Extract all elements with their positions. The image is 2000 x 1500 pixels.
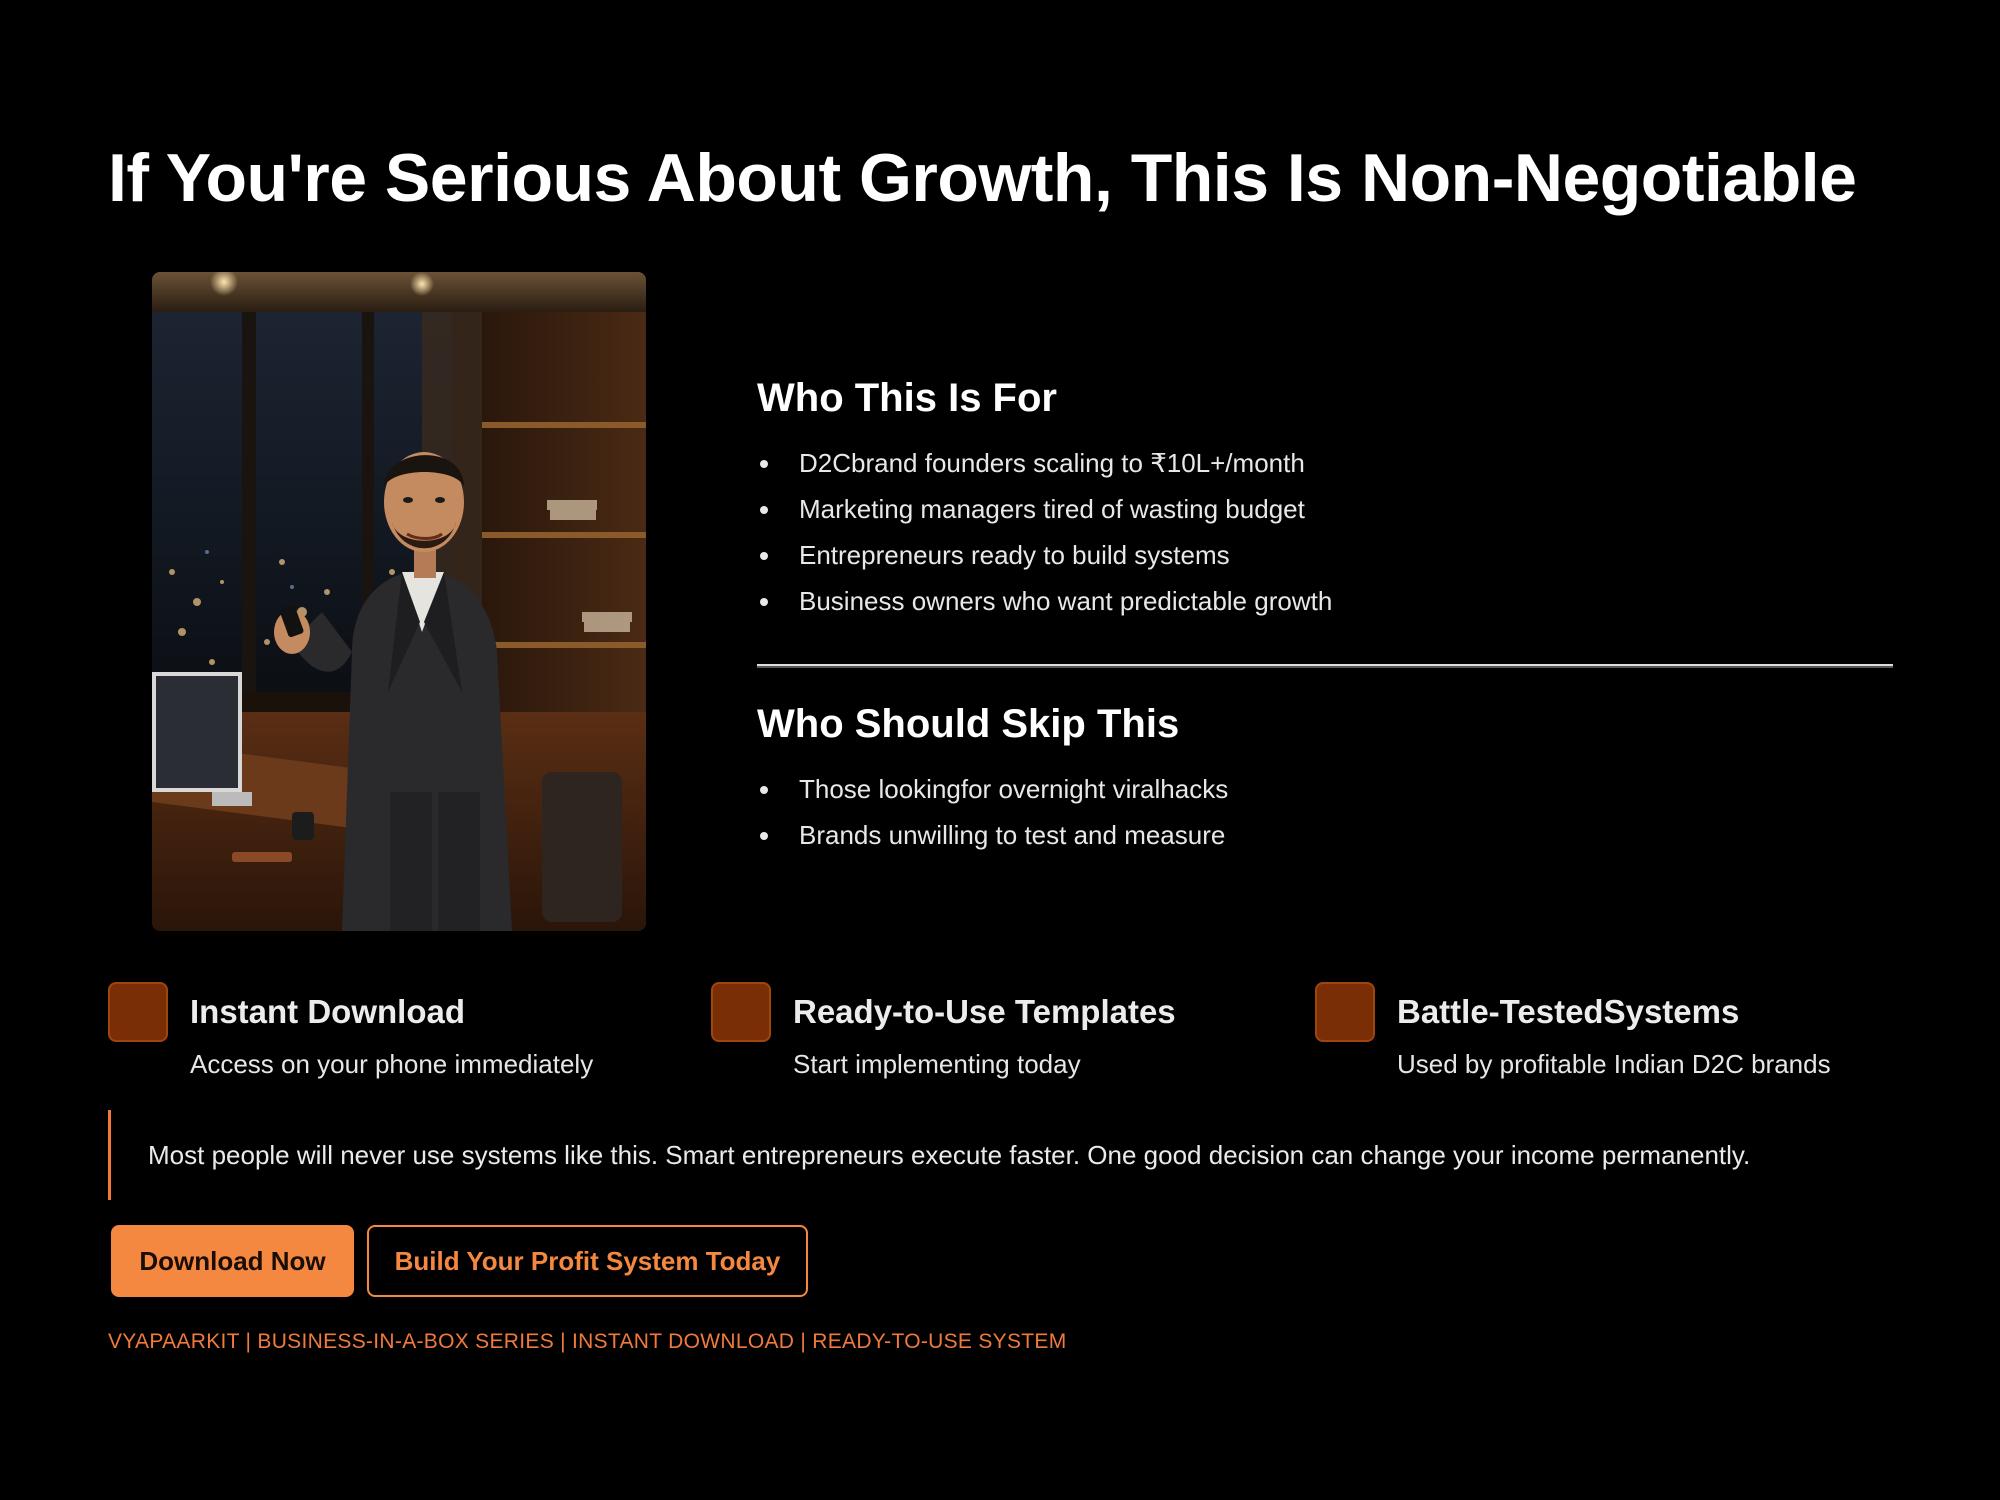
feature-square-icon <box>108 982 168 1042</box>
list-item: Business owners who want predictable growth <box>757 578 1893 624</box>
feature-title: Ready-to-Use Templates <box>793 993 1176 1030</box>
office-portrait-image <box>152 272 646 931</box>
who-skip-title: Who Should Skip This <box>757 702 1180 746</box>
feature-title: Instant Download <box>190 993 465 1030</box>
quote-text: Most people will never use systems like this. Smart entrepreneurs execute faster. One good decision can change your income permanently. <box>148 1140 1751 1170</box>
list-item: Marketing managers tired of wasting budget <box>757 486 1893 532</box>
who-for-title: Who This Is For <box>757 376 1057 420</box>
feature-title: Battle-TestedSystems <box>1397 993 1740 1030</box>
list-item: Those lookingfor overnight viralhacks <box>757 766 1893 812</box>
feature-description: Start implementing today <box>793 1049 1081 1079</box>
list-item: Entrepreneurs ready to build systems <box>757 532 1893 578</box>
feature-description: Access on your phone immediately <box>190 1049 594 1079</box>
feature-square-icon <box>1315 982 1375 1042</box>
callout-quote <box>108 1110 1908 1200</box>
feature-square-icon <box>711 982 771 1042</box>
who-skip-list <box>757 766 1893 858</box>
section-divider <box>757 664 1893 668</box>
build-profit-system-button[interactable]: Build Your Profit System Today <box>367 1225 808 1297</box>
list-item: Brands unwilling to test and measure <box>757 812 1893 858</box>
download-now-button[interactable]: Download Now <box>111 1225 354 1297</box>
page-title: If You're Serious About Growth, This Is Non-Negotiable <box>108 140 1857 216</box>
audience-section <box>757 370 1893 858</box>
who-for-list <box>757 440 1893 624</box>
feature-description: Used by profitable Indian D2C brands <box>1397 1049 1831 1079</box>
list-item: D2Cbrand founders scaling to ₹10L+/month <box>757 440 1893 486</box>
features-row <box>0 982 2000 1082</box>
footer-tagline: VYAPAARKIT | BUSINESS-IN-A-BOX SERIES | INSTANT DOWNLOAD | READY-TO-USE SYSTEM <box>108 1330 1067 1353</box>
person-photo <box>152 272 646 931</box>
